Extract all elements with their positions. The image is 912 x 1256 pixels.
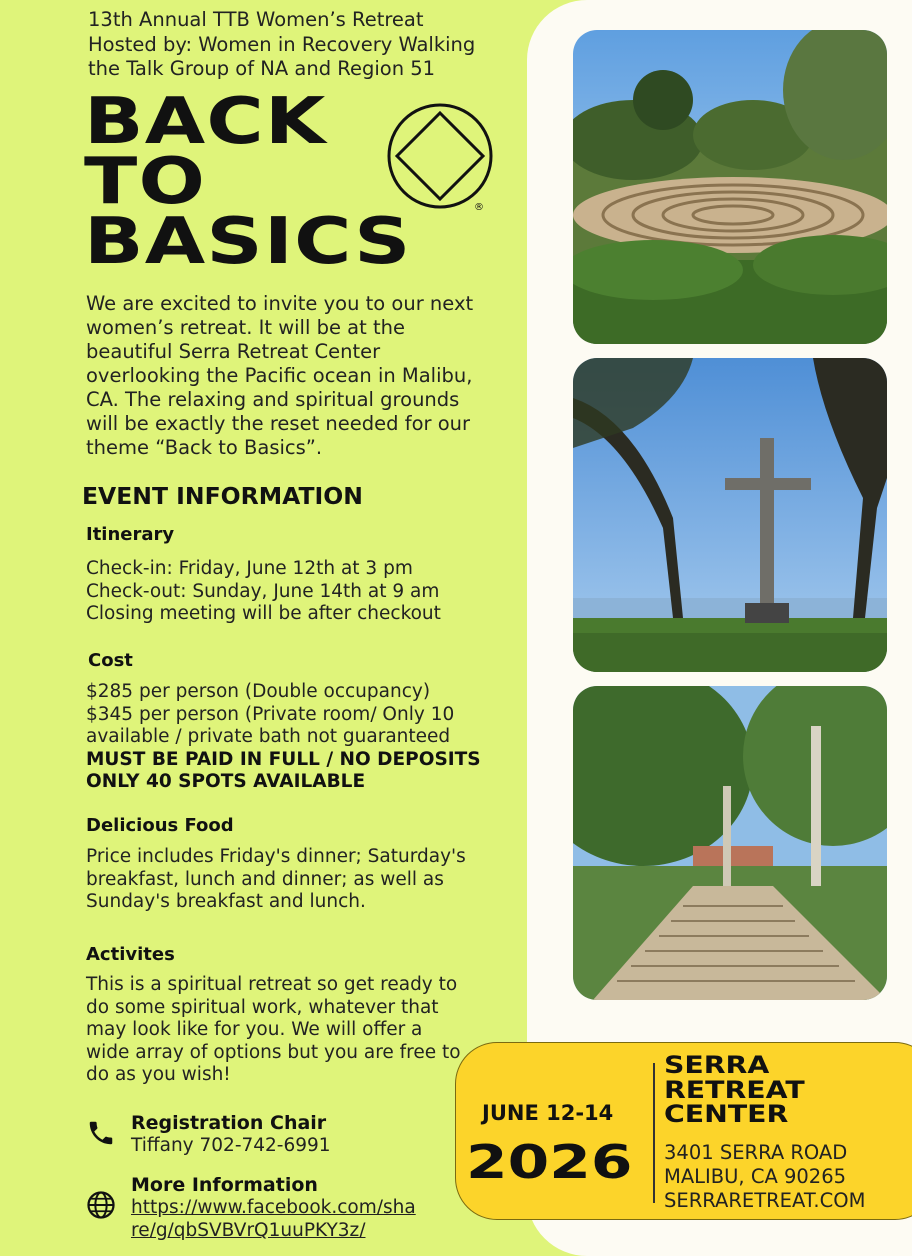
title-line-2: TO (84, 145, 207, 219)
na-logo-icon (384, 100, 496, 212)
intro-line: beautiful Serra Retreat Center (86, 340, 381, 363)
venue-website[interactable]: SERRARETREAT.COM (664, 1189, 866, 1212)
registration-phone[interactable]: Tiffany 702-742-6991 (131, 1135, 331, 1156)
cost-text (86, 681, 526, 794)
activities-line: do some spiritual work, whatever that (86, 996, 439, 1018)
activities-line: do as you wish! (86, 1064, 231, 1085)
intro-line: will be exactly the reset needed for our (86, 412, 471, 435)
food-line: Price includes Friday's dinner; Saturday's (86, 846, 466, 867)
more-info-label: More Information (131, 1174, 318, 1196)
header-line-1: 13th Annual TTB Women’s Retreat (88, 8, 424, 31)
cost-notice: MUST BE PAID IN FULL / NO DEPOSITS (86, 748, 481, 770)
venue-line: CENTER (664, 1100, 789, 1128)
page-title (84, 85, 412, 279)
address-city: MALIBU, CA 90265 (664, 1165, 847, 1188)
itinerary-text (86, 558, 526, 626)
event-heading: EVENT INFORMATION (82, 482, 363, 510)
address-street: 3401 SERRA ROAD (664, 1141, 848, 1164)
cost-line: $285 per person (Double occupancy) (86, 681, 431, 702)
activities-line: may look like for you. We will offer a (86, 1019, 423, 1040)
date-venue-badge (455, 1042, 912, 1220)
registered-mark: ® (474, 202, 484, 212)
facebook-link-line-1[interactable]: https://www.facebook.com/sha (131, 1197, 416, 1218)
itinerary-line: Closing meeting will be after checkout (86, 603, 441, 624)
facebook-link[interactable] (131, 1196, 416, 1242)
cross-ocean-photo (573, 358, 887, 672)
date-range: JUNE 12-14 (482, 1101, 614, 1125)
food-line: breakfast, lunch and dinner; as well as (86, 868, 444, 890)
intro-line: overlooking the Pacific ocean in Malibu, (86, 364, 473, 387)
facebook-link-line-2[interactable]: re/g/qbSVBVrQ1uuPKY3z/ (131, 1220, 366, 1241)
venue-line: RETREAT (664, 1075, 805, 1104)
title-line-1: BACK (84, 85, 327, 159)
itinerary-line: Check-out: Sunday, June 14th at 9 am (86, 580, 440, 602)
intro-line: CA. The relaxing and spiritual grounds (86, 388, 460, 411)
cost-heading: Cost (88, 650, 133, 671)
activities-line: This is a spiritual retreat so get ready to (86, 974, 458, 995)
labyrinth-garden-photo (573, 30, 887, 344)
intro-line: theme “Back to Basics”. (86, 436, 323, 459)
title-line-3: BASICS (84, 205, 412, 279)
intro-line: women’s retreat. It will be at the (86, 316, 405, 339)
registration-label: Registration Chair (131, 1112, 327, 1134)
venue-line: SERRA (664, 1051, 770, 1079)
cost-line: available / private bath not guaranteed (86, 726, 451, 747)
activities-heading: Activites (86, 944, 175, 965)
globe-icon (86, 1190, 116, 1220)
venue-name (664, 1053, 805, 1127)
intro-paragraph (86, 292, 516, 460)
badge-divider (653, 1063, 655, 1203)
garden-stairs-photo (573, 686, 887, 1000)
itinerary-line: Check-in: Friday, June 12th at 3 pm (86, 558, 413, 579)
cost-line: $345 per person (Private room/ Only 10 (86, 703, 455, 725)
venue-address (664, 1141, 865, 1213)
event-year: 2026 (466, 1135, 633, 1189)
phone-icon (86, 1118, 116, 1148)
intro-line: We are excited to invite you to our next (86, 292, 474, 315)
food-text (86, 846, 526, 914)
cost-notice: ONLY 40 SPOTS AVAILABLE (86, 771, 366, 792)
header (88, 8, 528, 82)
activities-line: wide array of options but you are free to (86, 1041, 461, 1063)
header-line-3: the Talk Group of NA and Region 51 (88, 57, 436, 80)
header-line-2: Hosted by: Women in Recovery Walking (88, 32, 476, 56)
itinerary-heading: Itinerary (86, 524, 175, 545)
food-line: Sunday's breakfast and lunch. (86, 891, 366, 912)
food-heading: Delicious Food (86, 815, 234, 836)
